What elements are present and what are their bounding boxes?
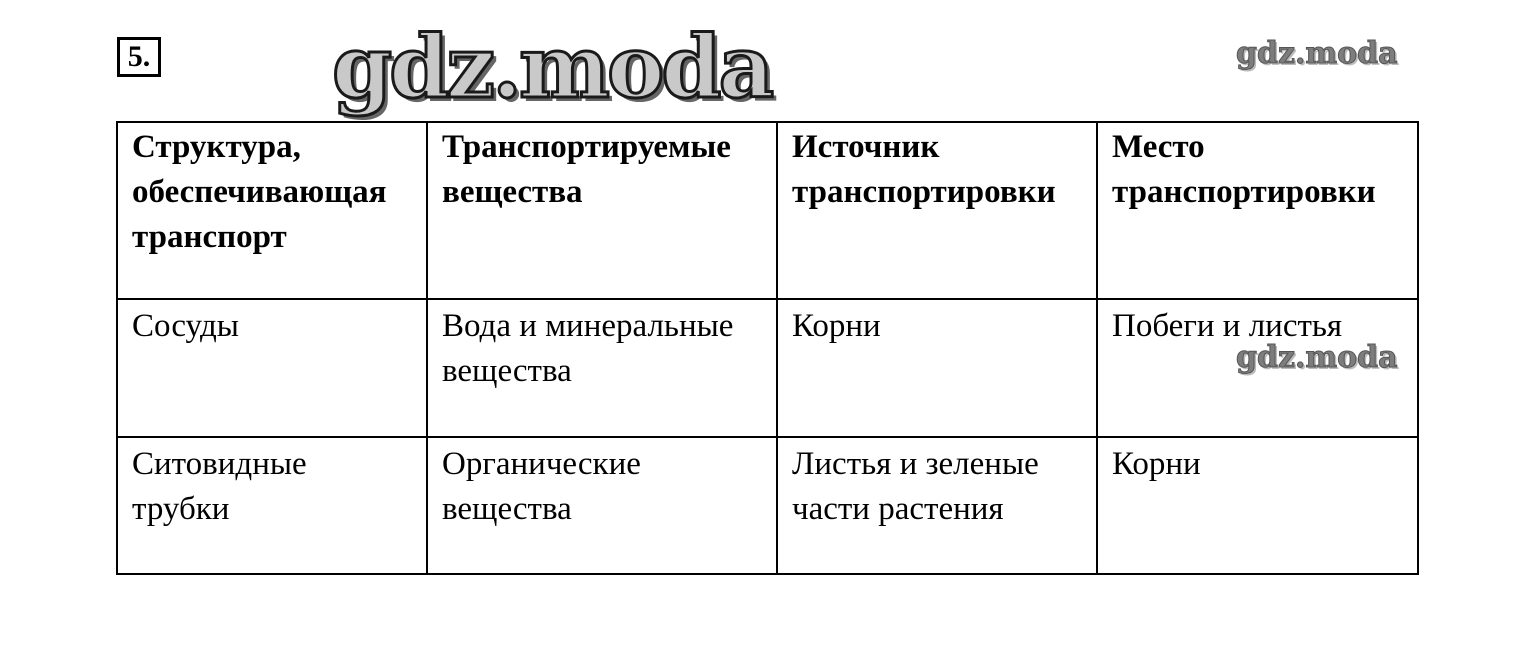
header-cell-source: Источник транспортировки [777, 122, 1097, 299]
table-cell: Листья и зеленые части растения [777, 437, 1097, 574]
table-cell: Вода и минеральные вещества [427, 299, 777, 437]
task-number: 5. [117, 37, 161, 77]
header-cell-substances: Транспортируемые вещества [427, 122, 777, 299]
table-cell: Ситовидные трубки [117, 437, 427, 574]
transport-table [116, 121, 1419, 575]
table-cell: Корни [1097, 437, 1418, 574]
table-cell: Побеги и листья [1097, 299, 1418, 437]
table-header-row [117, 122, 1418, 299]
watermark-logo-large: gdz.moda [332, 17, 772, 118]
watermark-logo-top-right: gdz.moda [1236, 36, 1398, 71]
table-cell: Корни [777, 299, 1097, 437]
header-cell-structure: Структура, обеспечивающая транспорт [117, 122, 427, 299]
header-cell-destination: Место транспортировки [1097, 122, 1418, 299]
table-row [117, 437, 1418, 574]
table-row [117, 299, 1418, 437]
table-cell: Органические вещества [427, 437, 777, 574]
table-cell: Сосуды [117, 299, 427, 437]
watermark-logo-middle-right: gdz.moda [1236, 340, 1398, 375]
